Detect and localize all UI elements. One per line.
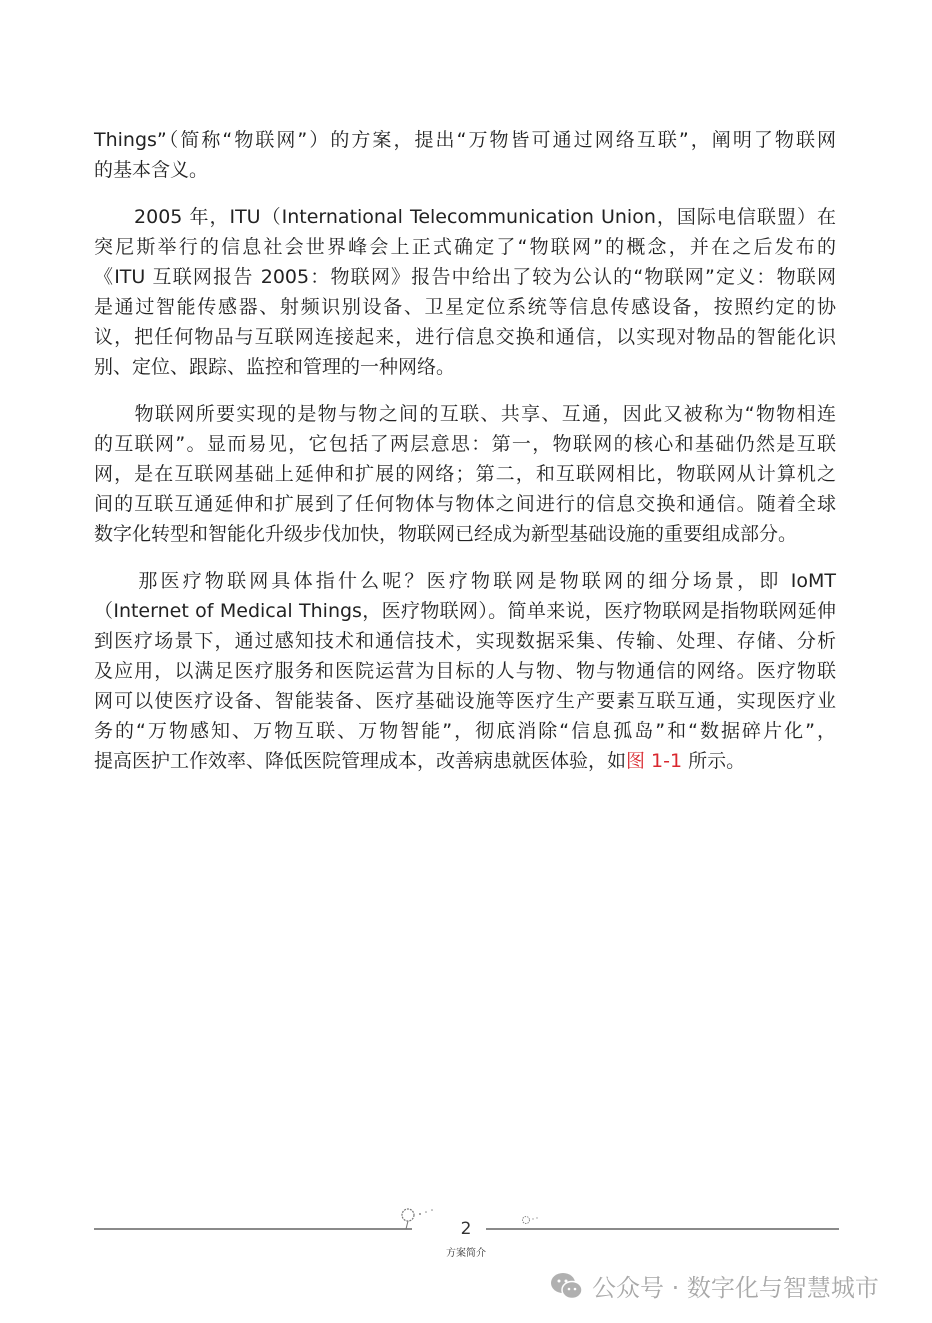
document-body — [94, 125, 836, 793]
watermark-text: 公众号 · 数字化与智慧城市 — [592, 1274, 879, 1302]
text-line: 及应用，以满足医疗服务和医院运营为目标的人与物、物与物通信的网络。医疗物联 — [94, 660, 836, 682]
paragraph — [94, 202, 836, 382]
text-line: 别、定位、跟踪、监控和管理的一种网络。 — [94, 356, 456, 378]
text-line: 的基本含义。 — [94, 159, 209, 181]
paragraph — [94, 399, 836, 549]
text-line: 物联网所要实现的是物与物之间的互联、共享、互通，因此又被称为“物物相连 — [94, 403, 836, 425]
paragraph — [94, 125, 836, 185]
text-line: 《ITU 互联网报告 2005：物联网》报告中给出了较为公认的“物联网”定义：物联网 — [94, 266, 836, 288]
text-line: 到医疗场景下，通过感知技术和通信技术，实现数据采集、传输、处理、存储、分析 — [94, 630, 836, 652]
text-line: 的互联网”。显而易见，它包括了两层意思：第一，物联网的核心和基础仍然是互联 — [94, 433, 836, 455]
wechat-icon — [550, 1271, 584, 1301]
footer-rule-right — [486, 1228, 839, 1230]
text-line: 2005 年，ITU（International Telecommunication Union，国际电信联盟）在 — [94, 206, 836, 228]
small-dandelion-icon — [520, 1214, 542, 1228]
text-line: 数字化转型和智能化升级步伐加快，物联网已经成为新型基础设施的重要组成部分。 — [94, 523, 798, 545]
dandelion-icon — [398, 1206, 440, 1230]
text-line: 务的“万物感知、万物互联、万物智能”，彻底消除“信息孤岛”和“数据碎片化”， — [94, 720, 836, 742]
text-line — [94, 746, 836, 776]
text-line: 那医疗物联网具体指什么呢？医疗物联网是物联网的细分场景，即 IoMT — [94, 570, 836, 592]
text-line: （Internet of Medical Things，医疗物联网）。简单来说，医疗物联网是指物联网延伸 — [94, 600, 836, 622]
page-number: 2 — [460, 1219, 472, 1239]
text-fragment: 提高医护工作效率、降低医院管理成本，改善病患就医体验，如 — [94, 750, 627, 772]
text-line: 突尼斯举行的信息社会世界峰会上正式确定了“物联网”的概念，并在之后发布的 — [94, 236, 836, 258]
text-line: 网可以使医疗设备、智能装备、医疗基础设施等医疗生产要素互联互通，实现医疗业 — [94, 690, 836, 712]
section-title: 方案简介 — [446, 1248, 486, 1259]
text-fragment: 所示。 — [682, 750, 746, 772]
text-line: 议，把任何物品与互联网连接起来，进行信息交换和通信，以实现对物品的智能化识 — [94, 326, 836, 348]
text-line: 网，是在互联网基础上延伸和扩展的网络；第二，和互联网相比，物联网从计算机之 — [94, 463, 836, 485]
text-line: Things”（简称“物联网”）的方案，提出“万物皆可通过网络互联”，阐明了物联网 — [94, 129, 836, 151]
paragraph — [94, 566, 836, 776]
watermark — [550, 1268, 879, 1303]
text-line: 是通过智能传感器、射频识别设备、卫星定位系统等信息传感设备，按照约定的协 — [94, 296, 836, 318]
text-line: 间的互联互通延伸和扩展到了任何物体与物体之间进行的信息交换和通信。随着全球 — [94, 493, 836, 515]
figure-reference-link[interactable]: 图 1-1 — [626, 750, 683, 772]
footer-rule-left — [94, 1228, 412, 1230]
